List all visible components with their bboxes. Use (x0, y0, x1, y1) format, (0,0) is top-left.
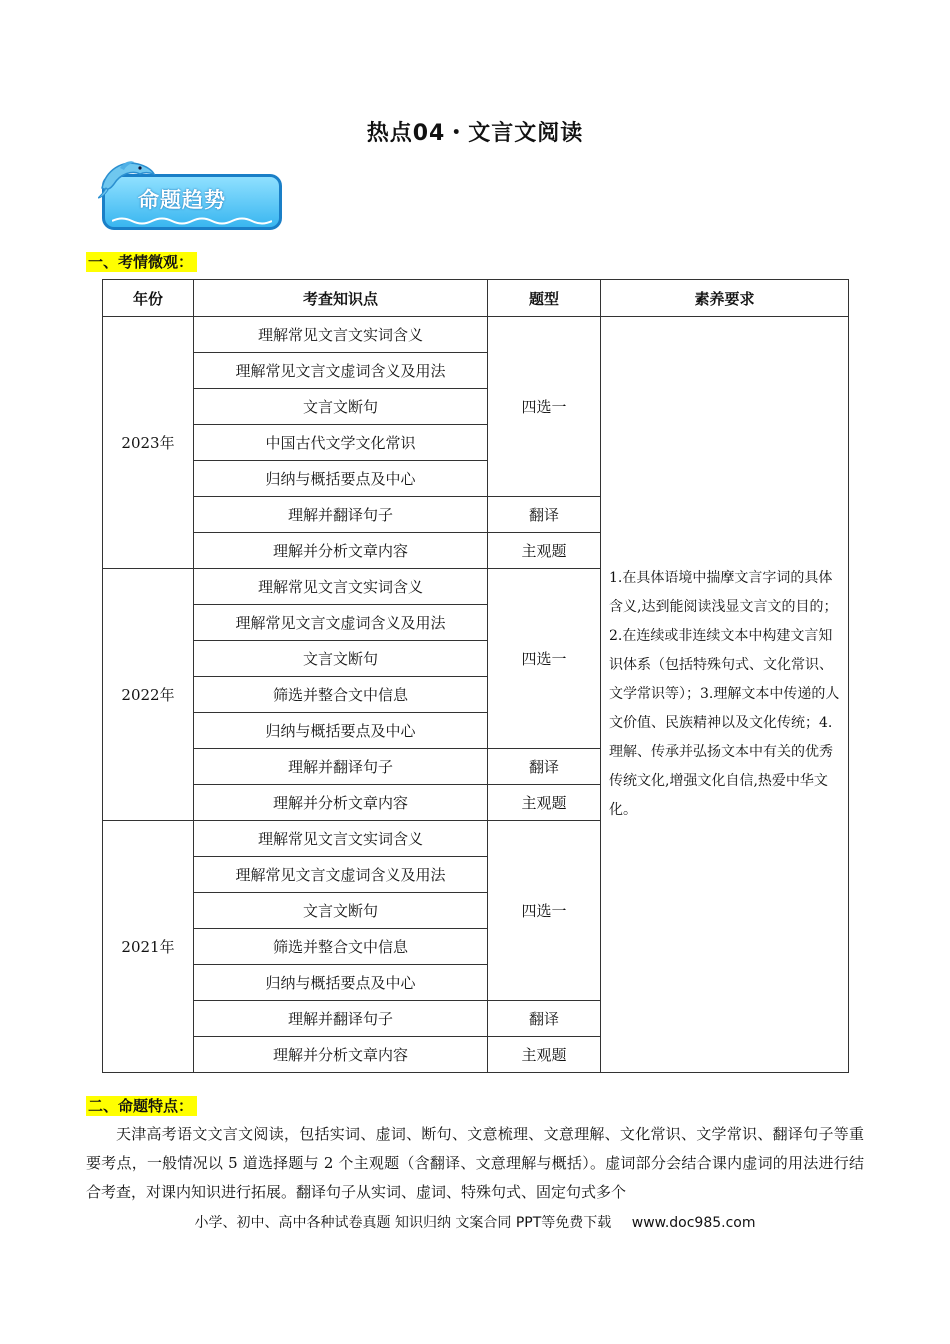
wave-decoration (112, 216, 272, 226)
type-cell: 翻译 (488, 1001, 601, 1037)
knowledge-cell: 理解并翻译句子 (194, 749, 488, 785)
knowledge-cell: 理解常见文言文实词含义 (194, 317, 488, 353)
year-cell: 2023年 (103, 317, 194, 569)
type-cell: 主观题 (488, 1037, 601, 1073)
header-year: 年份 (103, 280, 194, 317)
knowledge-cell: 文言文断句 (194, 641, 488, 677)
header-type: 题型 (488, 280, 601, 317)
header-knowledge: 考查知识点 (194, 280, 488, 317)
year-cell: 2022年 (103, 569, 194, 821)
knowledge-cell: 筛选并整合文中信息 (194, 929, 488, 965)
badge-label: 命题趋势 (138, 188, 226, 212)
type-cell: 翻译 (488, 497, 601, 533)
knowledge-cell: 归纳与概括要点及中心 (194, 461, 488, 497)
knowledge-cell: 理解常见文言文实词含义 (194, 821, 488, 857)
section-heading-1: 一、考情微观： (86, 252, 197, 272)
page-title: 热点04・文言文阅读 (366, 121, 584, 146)
footer-link[interactable]: www.doc985.com (631, 1215, 756, 1231)
type-cell: 翻译 (488, 749, 601, 785)
type-cell: 四选一 (488, 317, 601, 497)
knowledge-cell: 理解并分析文章内容 (194, 1037, 488, 1073)
topic-badge (98, 158, 288, 236)
type-cell: 主观题 (488, 785, 601, 821)
knowledge-cell: 理解并分析文章内容 (194, 533, 488, 569)
knowledge-cell: 中国古代文学文化常识 (194, 425, 488, 461)
table-header-row (103, 280, 849, 317)
knowledge-cell: 筛选并整合文中信息 (194, 677, 488, 713)
footer (0, 1212, 950, 1232)
knowledge-cell: 归纳与概括要点及中心 (194, 965, 488, 1001)
year-cell: 2021年 (103, 821, 194, 1073)
knowledge-cell: 理解并分析文章内容 (194, 785, 488, 821)
knowledge-cell: 文言文断句 (194, 893, 488, 929)
type-cell: 四选一 (488, 821, 601, 1001)
knowledge-cell: 归纳与概括要点及中心 (194, 713, 488, 749)
knowledge-cell: 理解并翻译句子 (194, 497, 488, 533)
feature-paragraph: 天津高考语文文言文阅读，包括实词、虚词、断句、文意梳理、文意理解、文化常识、文学常识、翻译句子等重要考点，一般情况以 5 道选择题与 2 个主观题（含翻译、文意理解与概括）。虚词部分会结合课内虚词的用法进行结合考查，对课内知识进行拓展。翻译句子从实词、虚词、特殊句式、固定句式多个 (86, 1125, 864, 1201)
knowledge-cell: 理解常见文言文实词含义 (194, 569, 488, 605)
footer-text: 小学、初中、高中各种试卷真题 知识归纳 文案合同 PPT等免费下载 (194, 1215, 612, 1231)
header-requirement: 素养要求 (601, 280, 849, 317)
knowledge-cell: 文言文断句 (194, 389, 488, 425)
requirements-cell: 1.在具体语境中揣摩文言字词的具体含义,达到能阅读浅显文言文的目的；2.在连续或非连续文本中构建文言知识体系（包括特殊句式、文化常识、文学常识等）；3.理解文本中传递的人文价值、民族精神以及文化传统；4.理解、传承并弘扬文本中有关的优秀传统文化,增强文化自信,热爱中华文化。 (601, 317, 849, 1073)
exam-table (102, 279, 849, 1073)
table-row (103, 317, 849, 353)
section-heading-2: 二、命题特点： (86, 1096, 197, 1116)
type-cell: 主观题 (488, 533, 601, 569)
knowledge-cell: 理解常见文言文虚词含义及用法 (194, 353, 488, 389)
type-cell: 四选一 (488, 569, 601, 749)
knowledge-cell: 理解并翻译句子 (194, 1001, 488, 1037)
knowledge-cell: 理解常见文言文虚词含义及用法 (194, 857, 488, 893)
knowledge-cell: 理解常见文言文虚词含义及用法 (194, 605, 488, 641)
